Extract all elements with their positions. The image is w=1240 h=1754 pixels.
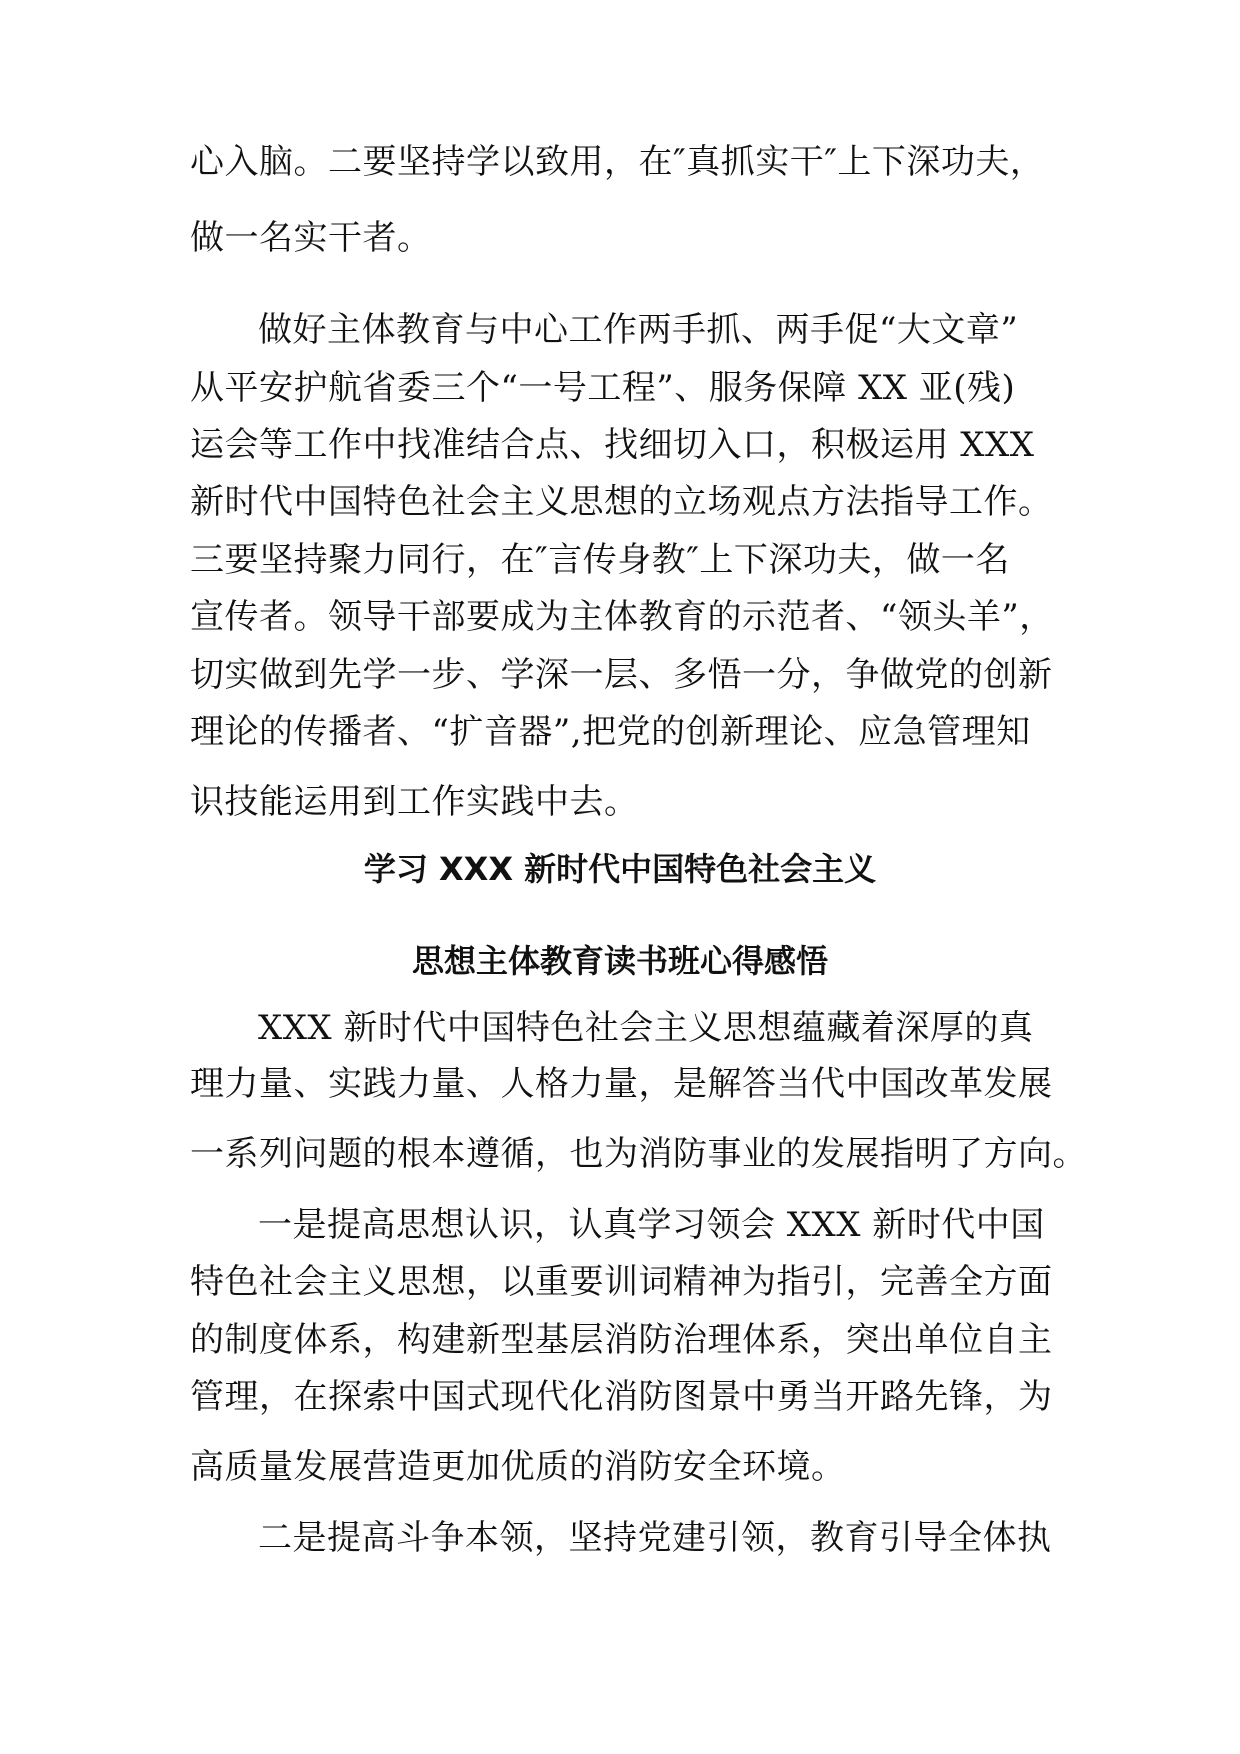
paragraph-line: 切实做到先学一步、学深一层、多悟一分，争做党的创新 (190, 655, 1053, 695)
paragraph-line: 一是提高思想认识，认真学习领会 XXX 新时代中国 (258, 1205, 1045, 1245)
paragraph-line: 从平安护航省委三个“一号工程”、服务保障 XX 亚(残) (190, 368, 1016, 408)
paragraph-line: 心入脑。二要坚持学以致用，在″真抓实干″上下深功夫， (190, 142, 1045, 182)
paragraph-line: 理力量、实践力量、人格力量，是解答当代中国改革发展 (190, 1064, 1053, 1104)
paragraph-line: 理论的传播者、“扩音器”,把党的创新理论、应急管理知 (190, 712, 1031, 752)
section-title-line-1: 学习 XXX 新时代中国特色社会主义 (363, 850, 877, 888)
section-title-line-2: 思想主体教育读书班心得感悟 (411, 942, 828, 980)
paragraph-line: 新时代中国特色社会主义思想的立场观点方法指导工作。 (190, 482, 1053, 522)
paragraph-line: 一系列问题的根本遵循，也为消防事业的发展指明了方向。 (190, 1134, 1087, 1174)
paragraph-line: 运会等工作中找准结合点、找细切入口，积极运用 XXX (190, 425, 1035, 465)
paragraph-line: 宣传者。领导干部要成为主体教育的示范者、“领头羊”， (190, 597, 1054, 637)
paragraph-line: 做好主体教育与中心工作两手抓、两手促“大文章” (258, 310, 1019, 350)
paragraph-line: 识技能运用到工作实践中去。 (190, 782, 639, 822)
paragraph-line: 特色社会主义思想，以重要训词精神为指引，完善全方面 (190, 1262, 1053, 1302)
paragraph-line: 高质量发展营造更加优质的消防安全环境。 (190, 1447, 846, 1487)
paragraph-line: 做一名实干者。 (190, 218, 432, 258)
paragraph-line: 二是提高斗争本领，坚持党建引领，教育引导全体执 (258, 1518, 1052, 1558)
paragraph-line: XXX 新时代中国特色社会主义思想蕴藏着深厚的真 (258, 1008, 1034, 1048)
paragraph-line: 管理，在探索中国式现代化消防图景中勇当开路先锋，为 (190, 1377, 1053, 1417)
paragraph-line: 三要坚持聚力同行，在″言传身教″上下深功夫，做一名 (190, 540, 1010, 580)
paragraph-line: 的制度体系，构建新型基层消防治理体系，突出单位自主 (190, 1320, 1053, 1360)
